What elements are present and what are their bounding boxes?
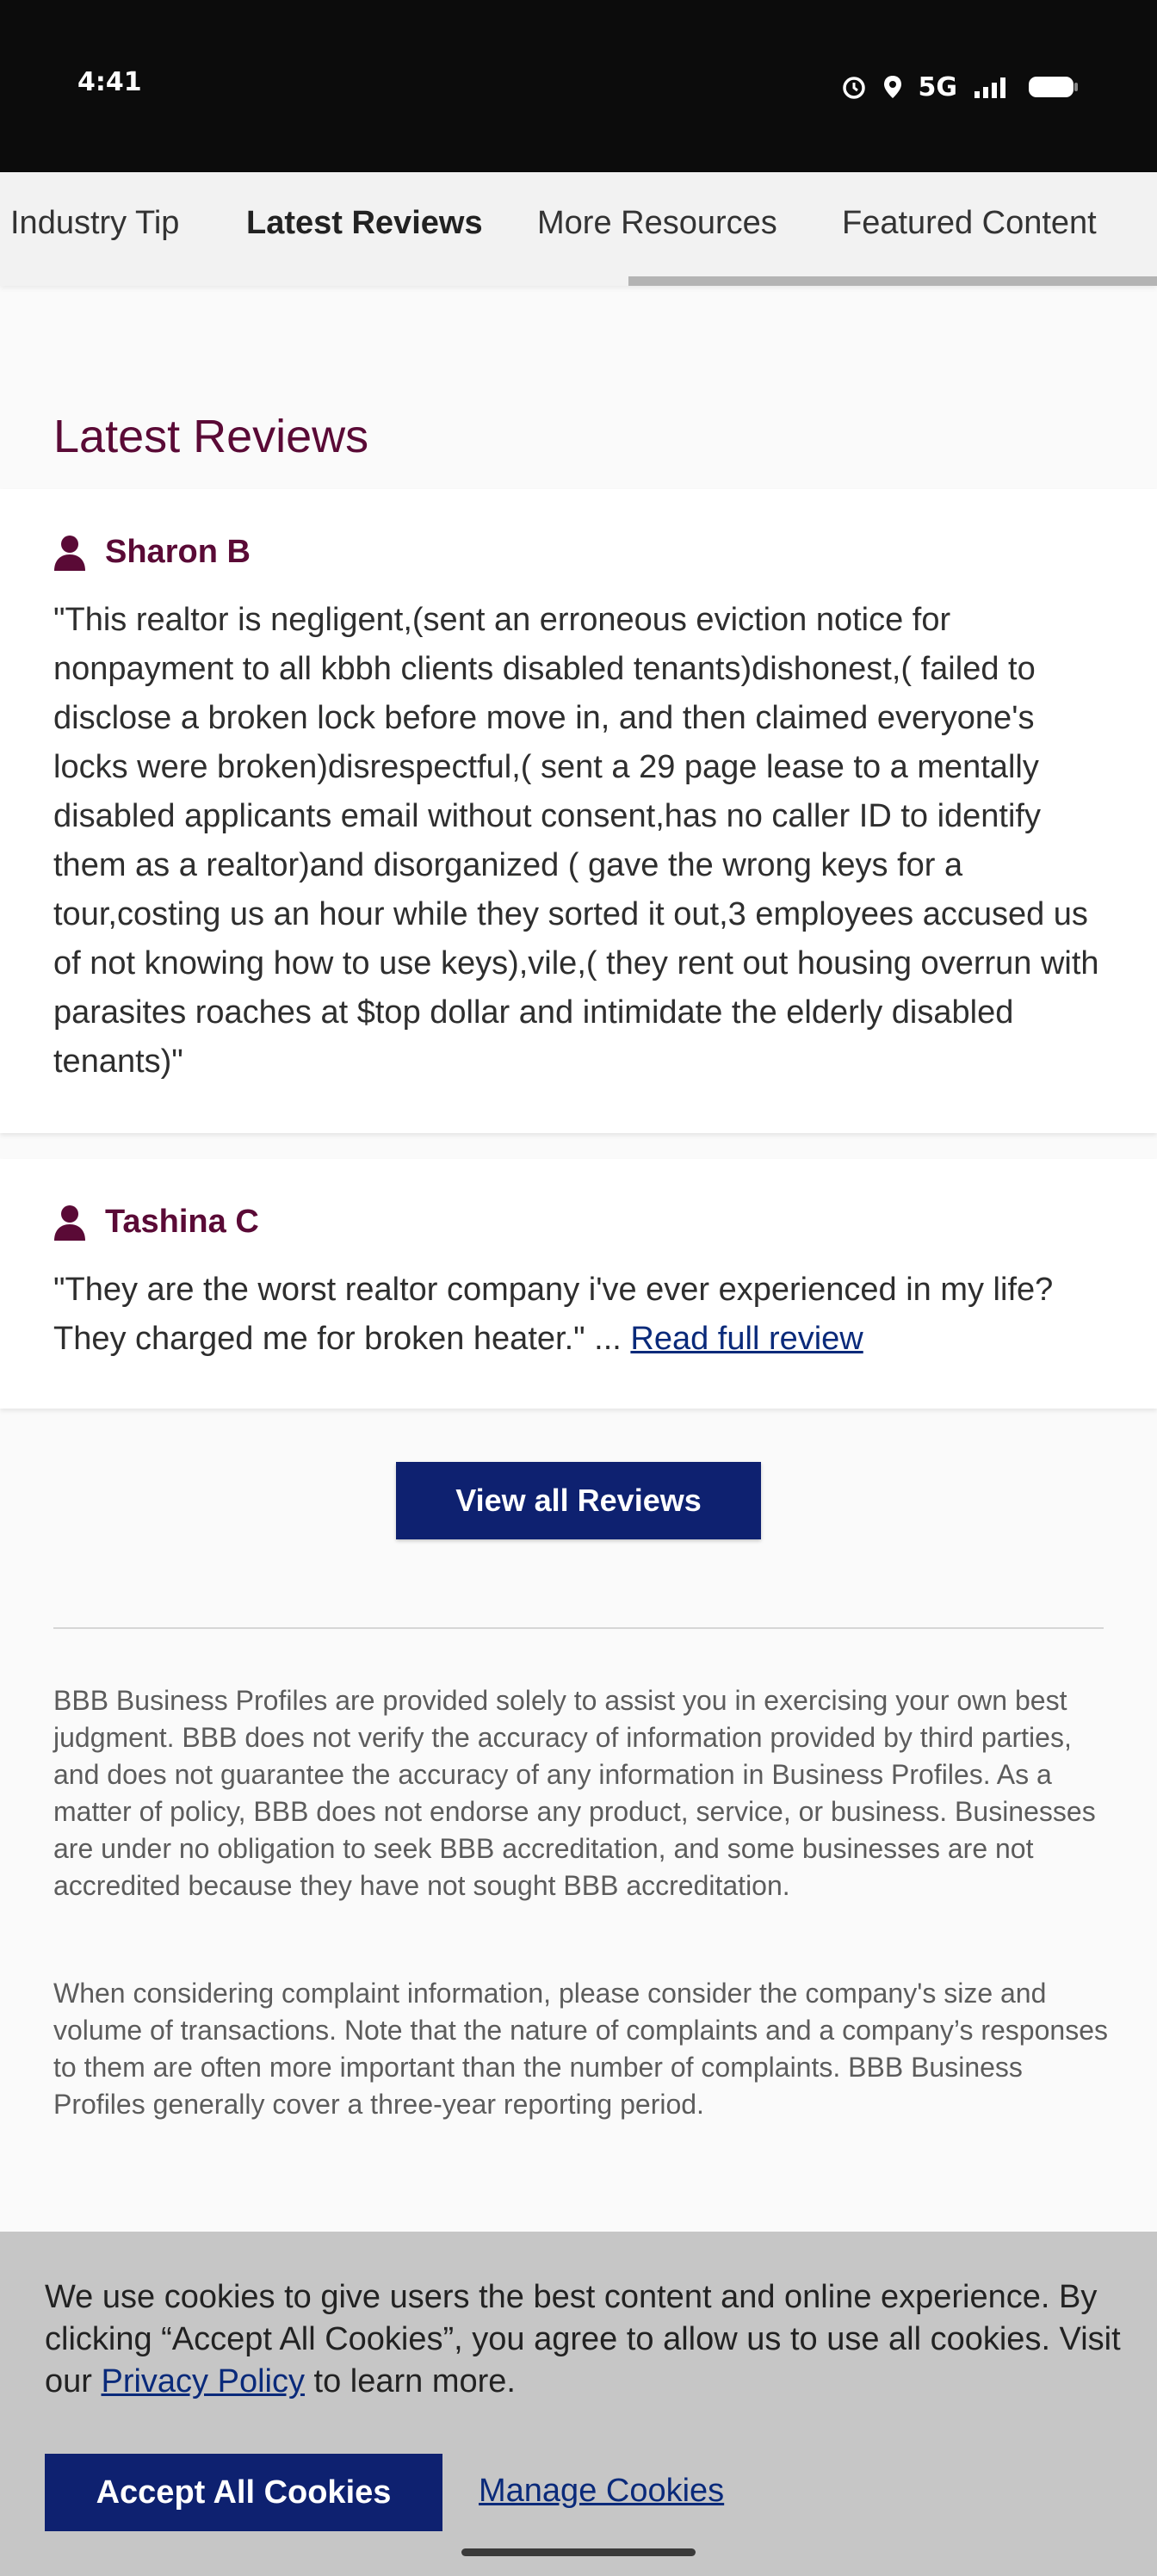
location-icon <box>882 74 903 100</box>
divider <box>53 1627 1104 1629</box>
section-tab-bar <box>0 172 1157 286</box>
cookie-text-start: We use cookies to give users the best content and online experience. By clicking “Accept All Cookies”, you agree to allow us to use all cookies. Visit our <box>45 2279 1121 2400</box>
status-icons <box>841 67 1080 107</box>
tab-latest-reviews[interactable]: Latest Reviews <box>246 205 483 241</box>
review-text <box>53 1266 1112 1364</box>
status-time: 4:41 <box>77 67 142 97</box>
disclaimer-paragraph: When considering complaint information, please consider the company's size and volume of transactions. Note that the nature of complaints and a company’s responses to them are often more important than the number of complaints. BBB Business Profiles generally cover a three-year reporting period. <box>53 1978 1108 2120</box>
home-indicator[interactable] <box>461 2548 696 2556</box>
reviewer-name: Sharon B <box>105 534 251 570</box>
tab-industry-tip[interactable]: Industry Tip <box>10 205 180 241</box>
user-icon <box>53 1204 86 1241</box>
review-excerpt: "They are the worst realtor company i've ever experienced in my life?They charged me for broken heater." ... <box>53 1272 1054 1357</box>
reviewer-name: Tashina C <box>105 1204 259 1240</box>
review-card <box>0 1159 1157 1409</box>
read-full-review-link[interactable]: Read full review <box>630 1321 863 1357</box>
cookie-message <box>45 2276 1129 2403</box>
review-card <box>0 489 1157 1133</box>
disclaimer-paragraph: BBB Business Profiles are provided solely to assist you in exercising your own best judgment. BBB does not verify the accuracy of information provided by third parties, and does not guarantee the accuracy of any information in Business Profiles. As a matter of policy, BBB does not endorse any product, service, or business. Businesses are under no obligation to seek BBB accreditation, and some businesses are not accredited because they have not sought BBB accreditation. <box>53 1685 1096 1901</box>
section-title: Latest Reviews <box>53 411 369 462</box>
alarm-icon <box>841 74 867 100</box>
reviewer <box>53 1204 259 1241</box>
user-icon <box>53 535 86 571</box>
network-type: 5G <box>918 71 957 102</box>
reviewer <box>53 534 251 571</box>
tab-featured-content[interactable]: Featured Content <box>842 205 1097 241</box>
cookie-text-end: to learn more. <box>304 2363 516 2400</box>
tab-scroll-indicator <box>628 276 1157 286</box>
review-text: "This realtor is negligent,(sent an erroneous eviction notice for nonpayment to all kbbh clients disabled tenants)dishonest,( failed to disclose a broken lock before move in, and then claimed everyone's locks were broken)disrespectful,( sent a 29 page lease to a mentally disabled applicants email without consent,has no caller ID to identify them as a realtor)and disorganized ( gave the wrong keys for a tour,costing us an hour while they sorted it out,3 employees accused us of not knowing how to use keys),vile,( they rent out housing overrun with parasites roaches at $top dollar and intimidate the elderly disabled tenants)" <box>53 602 1099 1080</box>
manage-cookies-link[interactable]: Manage Cookies <box>479 2473 725 2509</box>
tab-more-resources[interactable]: More Resources <box>537 205 777 241</box>
privacy-policy-link[interactable]: Privacy Policy <box>101 2363 305 2400</box>
view-all-reviews-button[interactable]: View all Reviews <box>396 1462 761 1539</box>
signal-icon <box>973 74 1012 100</box>
status-bar <box>0 0 1157 172</box>
accept-all-cookies-button[interactable]: Accept All Cookies <box>45 2454 442 2531</box>
battery-icon <box>1028 74 1080 100</box>
cookie-banner <box>0 2232 1157 2576</box>
